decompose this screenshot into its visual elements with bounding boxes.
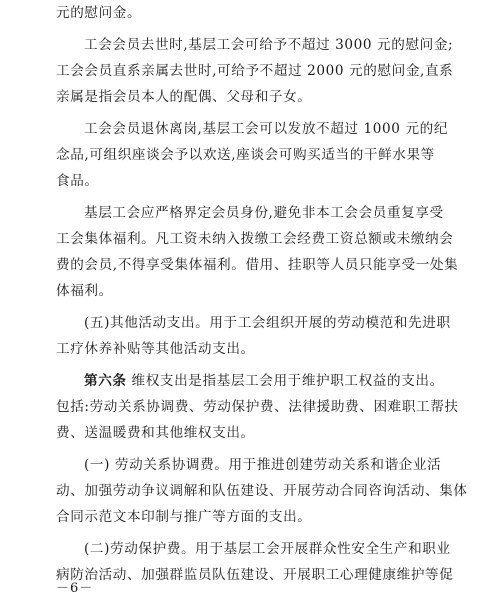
text-line: 工会会员直系亲属去世时,可给予不超过 2000 元的慰问金,直系 (56, 63, 454, 79)
text-line: 工疗休养补贴等其他活动支出。 (56, 341, 255, 357)
text-line: 工会会员去世时,基层工会可给予不超过 3000 元的慰问金; (84, 37, 454, 53)
text-line: 病防治活动、加强群监员队伍建设、开展职工心理健康维护等促 (56, 567, 454, 583)
page-number: －6－ (56, 581, 94, 596)
text-line: 食品。 (56, 173, 99, 189)
text-line: 亲属是指会员本人的配偶、父母和子女。 (56, 89, 312, 105)
text-line: (二)劳动保护费。用于基层工会开展群众性安全生产和职业 (84, 541, 451, 557)
article-label: 第六条 (84, 373, 127, 389)
text-line: (一) 劳动关系协调费。用于推进创建劳动关系和谐企业活 (84, 457, 442, 473)
text-line: 念品,可组织座谈会予以欢送,座谈会可购买适当的干鲜水果等 (56, 147, 435, 163)
text-line: 动、加强劳动争议调解和队伍建设、开展劳动合同咨询活动、集体 (56, 483, 468, 499)
text-line: 基层工会应严格界定会员身份,避免非本工会会员重复享受 (84, 205, 444, 221)
text-line: 工会集体福利。凡工资未纳入拨缴工会经费工资总额或未缴纳会 (56, 231, 454, 247)
text-line: 工会会员退休离岗,基层工会可以发放不超过 1000 元的纪 (84, 121, 449, 137)
text-line: 包括:劳动关系协调费、劳动保护费、法律援助费、困难职工帮扶 (56, 399, 459, 415)
article-line (84, 371, 444, 391)
text-line: 合同示范文本印制与推广等方面的支出。 (56, 509, 312, 525)
text-line: 费的会员,不得享受集体福利。借用、挂职等人员只能享受一处集 (56, 257, 459, 273)
text-line: 元的慰问金。 (56, 5, 142, 21)
text-line: 体福利。 (56, 283, 113, 299)
text-line: 费、送温暖费和其他维权支出。 (56, 425, 255, 441)
text-line: (五)其他活动支出。用于工会组织开展的劳动模范和先进职 (84, 315, 451, 331)
text-line: 维权支出是指基层工会用于维护职工权益的支出。 (131, 373, 444, 389)
